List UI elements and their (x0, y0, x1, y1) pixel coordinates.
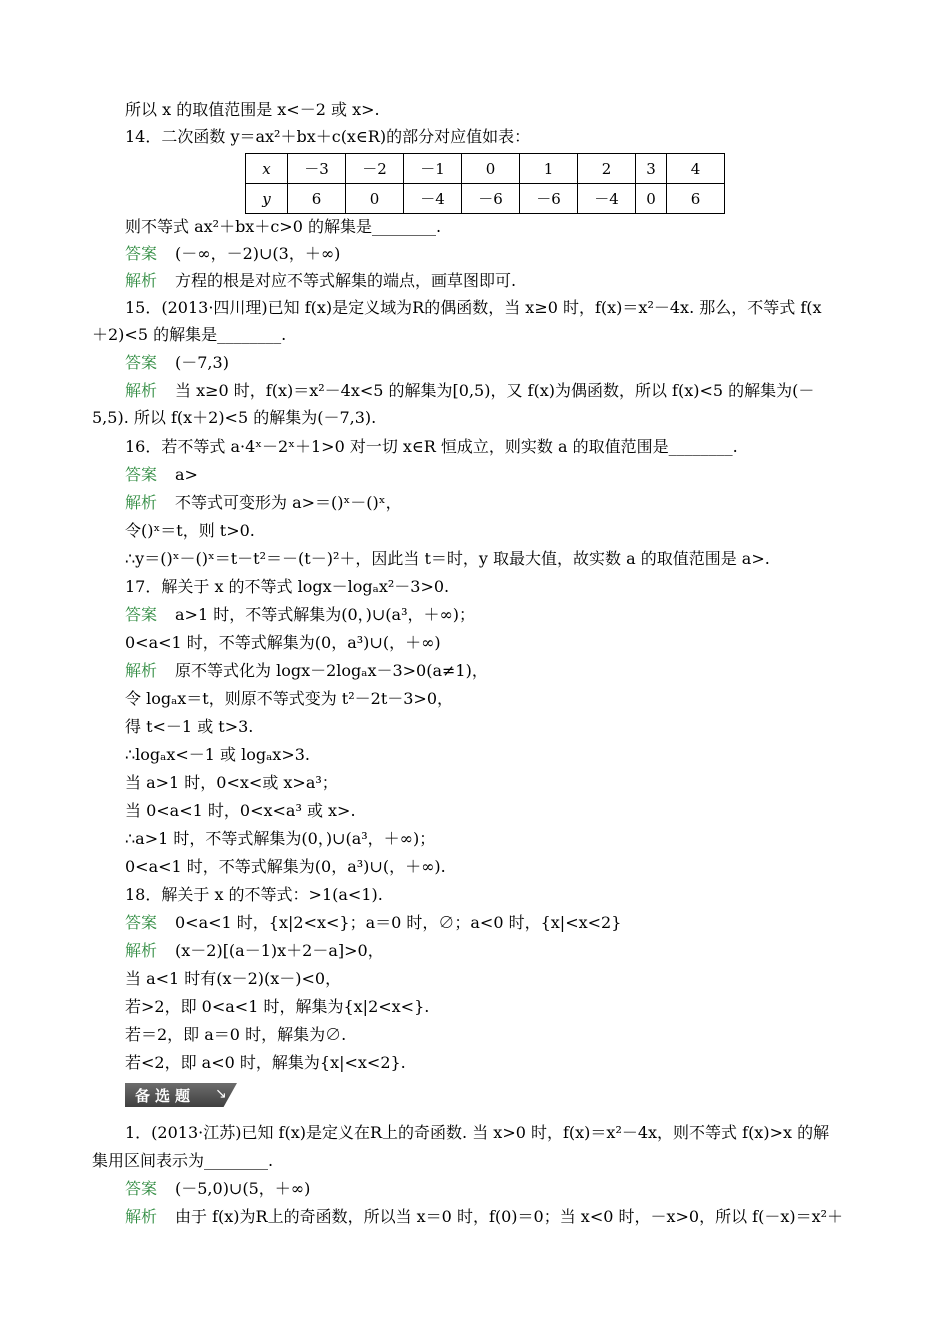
text-line: 令 logₐx＝t，则原不等式变为 t²－2t－3>0， (125, 689, 454, 708)
table-cell: 2 (578, 154, 636, 184)
table-cell: －3 (288, 154, 346, 184)
analysis-label: 解析 (125, 271, 158, 290)
analysis-label: 解析 (125, 941, 158, 960)
text-line: 0<a<1 时，{x|2<x<}；a＝0 时，∅；a<0 时，{x|<x<2} (175, 913, 622, 932)
text-line: 14．二次函数 y＝ax²＋bx＋c(x∈R)的部分对应值如表： (125, 127, 531, 146)
text-line: 若＝2，即 a＝0 时，解集为∅. (125, 1025, 347, 1044)
table-cell: －4 (404, 184, 462, 214)
answer-label: 答案 (125, 1179, 158, 1198)
text-line: a> (175, 465, 198, 484)
table-cell: －4 (578, 184, 636, 214)
table-cell: 4 (667, 154, 725, 184)
table-cell: －6 (462, 184, 520, 214)
text-line: (x－2)[(a－1)x＋2－a]>0， (175, 941, 384, 960)
text-line: (－∞，－2)∪(3，＋∞) (175, 244, 341, 263)
text-line: ∴logₐx<－1 或 logₐx>3. (125, 745, 310, 764)
text-line: 5,5). 所以 f(x＋2)<5 的解集为(－7,3). (92, 408, 377, 427)
analysis-label: 解析 (125, 661, 158, 680)
table-row (246, 154, 725, 184)
text-line: 集用区间表示为________. (92, 1151, 274, 1170)
text-line: 方程的根是对应不等式解集的端点，画草图即可. (175, 271, 517, 290)
table-cell: 0 (346, 184, 404, 214)
table-cell: 1 (520, 154, 578, 184)
text-line: 由于 f(x)为R上的奇函数，所以当 x＝0 时，f(0)＝0；当 x<0 时，－x>0，所以 f(－x)＝x²＋ (175, 1207, 844, 1226)
table-cell: －1 (404, 154, 462, 184)
text-line: 当 a>1 时，0<x<或 x>a³； (125, 773, 338, 792)
text-line: 所以 x 的取值范围是 x<－2 或 x>. (125, 100, 380, 119)
table-cell: －2 (346, 154, 404, 184)
text-line: ∴a>1 时，不等式解集为(0，)∪(a³，＋∞)； (125, 829, 436, 848)
table-cell: 0 (462, 154, 520, 184)
table-cell: y (246, 184, 288, 214)
answer-label: 答案 (125, 244, 158, 263)
text-line: 1．(2013·江苏)已知 f(x)是定义在R上的奇函数. 当 x>0 时，f(x)＝x²－4x，则不等式 f(x)>x 的解 (125, 1123, 830, 1142)
table-cell: 0 (636, 184, 667, 214)
text-line: ＋2)<5 的解集是________. (92, 325, 287, 344)
table-cell: x (246, 154, 288, 184)
text-line: a>1 时，不等式解集为(0，)∪(a³，＋∞)； (175, 605, 476, 624)
section-tag-alternate (125, 1083, 237, 1107)
analysis-label: 解析 (125, 381, 158, 400)
text-line: 原不等式化为 logx－2logₐx－3>0(a≠1)， (175, 661, 488, 680)
text-line: 则不等式 ax²＋bx＋c>0 的解集是________. (125, 217, 442, 236)
answer-label: 答案 (125, 913, 158, 932)
text-line: (－5,0)∪(5，＋∞) (175, 1179, 311, 1198)
table-cell: 3 (636, 154, 667, 184)
value-table (245, 153, 725, 214)
text-line: 当 0<a<1 时，0<x<a³ 或 x>. (125, 801, 356, 820)
text-line: 0<a<1 时，不等式解集为(0，a³)∪(，＋∞) (125, 633, 441, 652)
table-cell: 6 (288, 184, 346, 214)
table-cell: 6 (667, 184, 725, 214)
arrow-icon: ↘ (215, 1086, 227, 1102)
answer-label: 答案 (125, 465, 158, 484)
text-line: 不等式可变形为 a>＝()ˣ－()ˣ， (175, 493, 402, 512)
text-line: (－7,3) (175, 353, 229, 372)
analysis-label: 解析 (125, 493, 158, 512)
text-line: 令()ˣ＝t，则 t>0. (125, 521, 255, 540)
analysis-label: 解析 (125, 1207, 158, 1226)
text-line: ∴y＝()ˣ－()ˣ＝t－t²＝－(t－)²＋，因此当 t＝时，y 取最大值，故实数 a 的取值范围是 a>. (125, 549, 770, 568)
table-cell: －6 (520, 184, 578, 214)
text-line: 0<a<1 时，不等式解集为(0，a³)∪(，＋∞). (125, 857, 446, 876)
text-line: 18．解关于 x 的不等式：>1(a<1). (125, 885, 383, 904)
text-line: 16．若不等式 a·4ˣ－2ˣ＋1>0 对一切 x∈R 恒成立，则实数 a 的取值范围是________. (125, 437, 738, 456)
table-row (246, 184, 725, 214)
text-line: 15．(2013·四川理)已知 f(x)是定义域为R的偶函数，当 x≥0 时，f(x)＝x²－4x. 那么，不等式 f(x (125, 298, 822, 317)
text-line: 17．解关于 x 的不等式 logx－logₐx²－3>0. (125, 577, 450, 596)
text-line: 若<2，即 a<0 时，解集为{x|<x<2}. (125, 1053, 406, 1072)
text-line: 得 t<－1 或 t>3. (125, 717, 254, 736)
section-tag-label: 备选题 (135, 1087, 196, 1105)
answer-label: 答案 (125, 353, 158, 372)
text-line: 当 x≥0 时，f(x)＝x²－4x<5 的解集为[0,5)，又 f(x)为偶函数，所以 f(x)<5 的解集为(－ (175, 381, 815, 400)
text-line: 若>2，即 0<a<1 时，解集为{x|2<x<}. (125, 997, 430, 1016)
text-line: 当 a<1 时有(x－2)(x－)<0， (125, 969, 342, 988)
answer-label: 答案 (125, 605, 158, 624)
